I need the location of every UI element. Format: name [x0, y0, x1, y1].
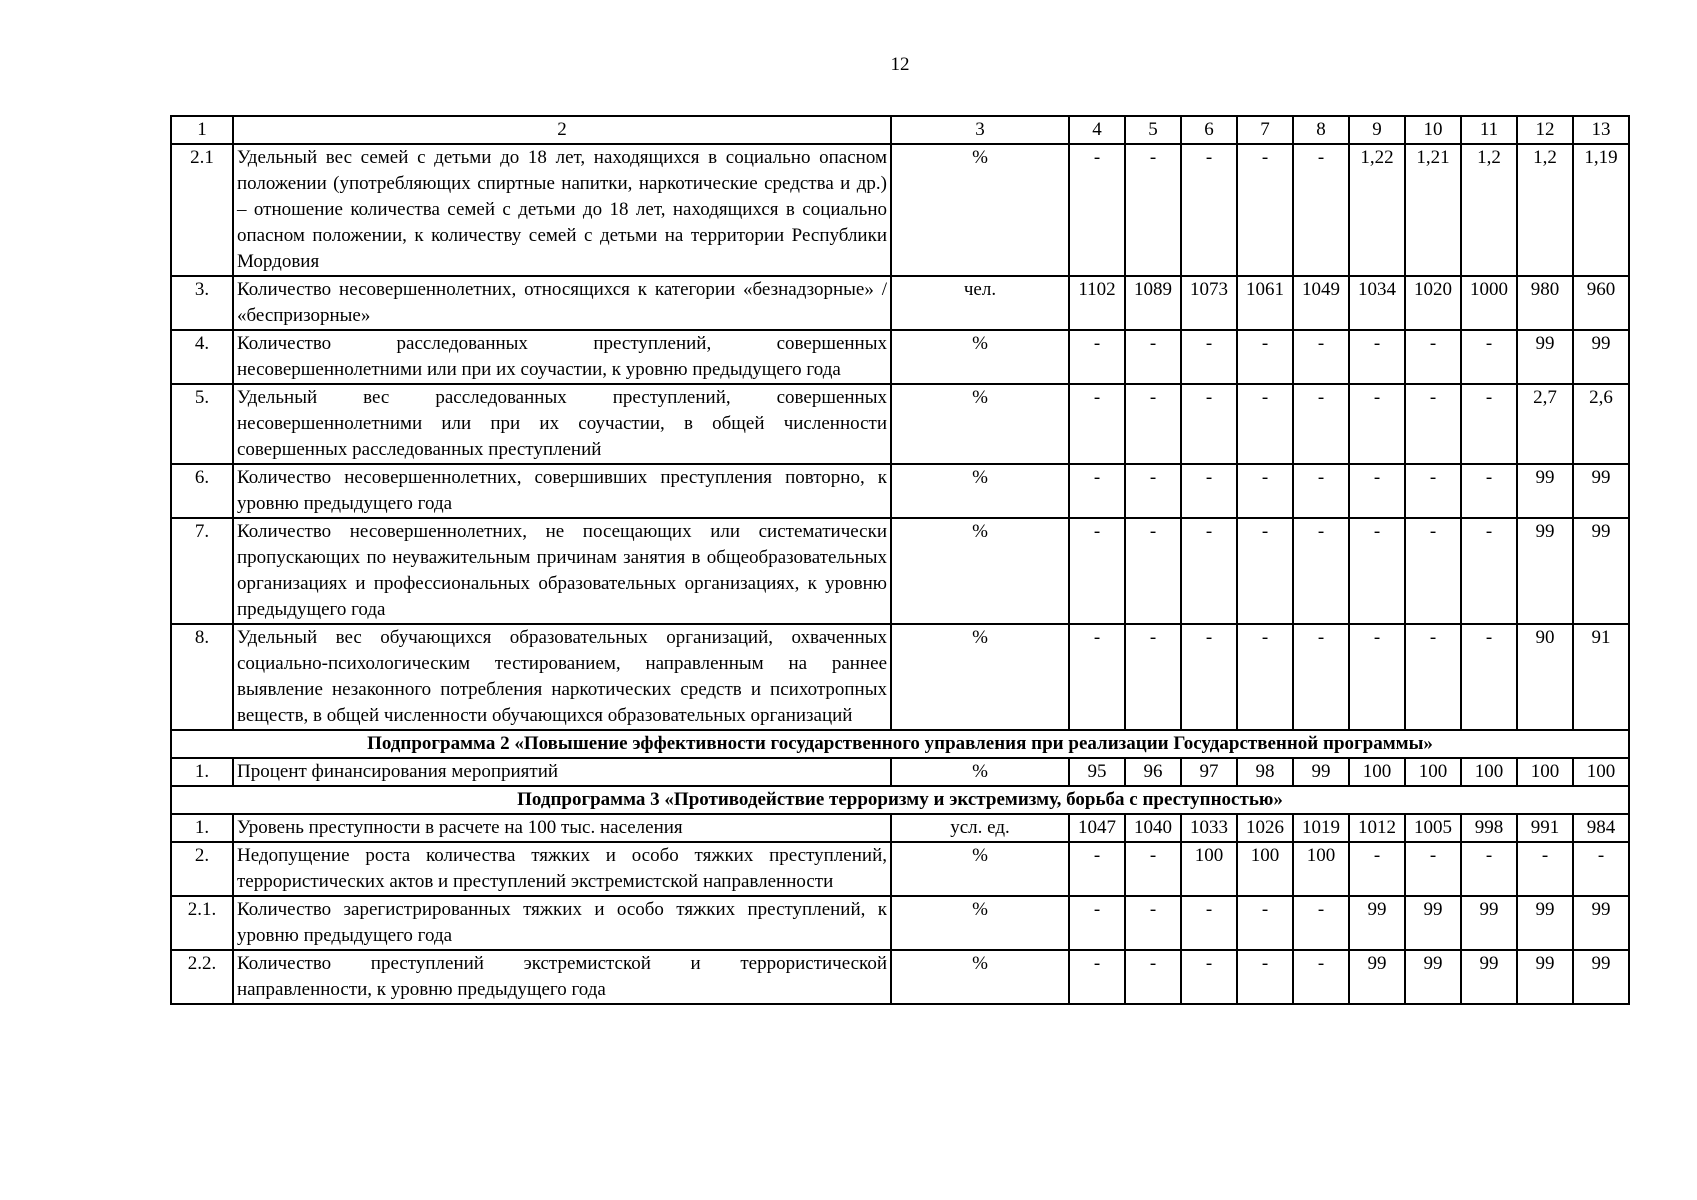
indicator-value: - — [1237, 624, 1293, 730]
indicator-value: 99 — [1517, 464, 1573, 518]
indicator-value: - — [1349, 330, 1405, 384]
unit-of-measure: % — [891, 758, 1069, 786]
table-row — [171, 842, 1629, 896]
indicator-value: 99 — [1573, 330, 1629, 384]
indicator-value: 2,6 — [1573, 384, 1629, 464]
indicator-value: 1049 — [1293, 276, 1349, 330]
indicator-value: 1040 — [1125, 814, 1181, 842]
indicator-value: - — [1349, 624, 1405, 730]
indicator-value: - — [1237, 896, 1293, 950]
indicator-value: - — [1181, 624, 1237, 730]
indicator-value: 100 — [1517, 758, 1573, 786]
indicator-value: 99 — [1349, 896, 1405, 950]
indicator-value: - — [1293, 144, 1349, 276]
indicator-value: 2,7 — [1517, 384, 1573, 464]
row-number: 8. — [171, 624, 233, 730]
unit-of-measure: % — [891, 144, 1069, 276]
indicator-value: - — [1461, 518, 1517, 624]
indicator-value: - — [1069, 384, 1125, 464]
indicator-value: - — [1181, 950, 1237, 1004]
column-number-header: 7 — [1237, 116, 1293, 144]
column-number-header: 3 — [891, 116, 1069, 144]
indicator-value: 99 — [1573, 518, 1629, 624]
indicator-name: Количество несовершеннолетних, совершивших преступления повторно, к уровню предыдущего года — [233, 464, 891, 518]
unit-of-measure: % — [891, 950, 1069, 1004]
row-number: 2.2. — [171, 950, 233, 1004]
unit-of-measure: % — [891, 384, 1069, 464]
indicator-value: 99 — [1517, 330, 1573, 384]
indicator-value: 1047 — [1069, 814, 1125, 842]
row-number: 7. — [171, 518, 233, 624]
table-row — [171, 384, 1629, 464]
subprogram-title: Подпрограмма 3 «Противодействие терроризму и экстремизму, борьба с преступностью» — [171, 786, 1629, 814]
table-row — [171, 896, 1629, 950]
indicator-value: - — [1125, 144, 1181, 276]
indicator-value: - — [1293, 464, 1349, 518]
indicator-value: - — [1461, 330, 1517, 384]
column-number-header: 6 — [1181, 116, 1237, 144]
unit-of-measure: % — [891, 464, 1069, 518]
indicator-value: - — [1069, 144, 1125, 276]
indicator-value: - — [1405, 624, 1461, 730]
indicator-value: - — [1461, 624, 1517, 730]
indicator-value: 95 — [1069, 758, 1125, 786]
indicator-value: - — [1181, 384, 1237, 464]
indicator-value: - — [1069, 330, 1125, 384]
indicator-value: - — [1405, 384, 1461, 464]
indicator-name: Удельный вес обучающихся образовательных организаций, охваченных социально-психологическим тестированием, направленным на раннее выявление незаконного потребления наркотических средств и психотропных веществ, в общей численности обучающихся образовательных организаций — [233, 624, 891, 730]
row-number: 1. — [171, 758, 233, 786]
indicator-value: - — [1405, 464, 1461, 518]
column-number-header: 11 — [1461, 116, 1517, 144]
indicator-value: - — [1069, 464, 1125, 518]
indicator-value: 1,2 — [1517, 144, 1573, 276]
indicator-value: - — [1461, 384, 1517, 464]
column-number-header: 4 — [1069, 116, 1125, 144]
unit-of-measure: % — [891, 896, 1069, 950]
row-number: 3. — [171, 276, 233, 330]
indicator-value: 960 — [1573, 276, 1629, 330]
indicator-value: 1000 — [1461, 276, 1517, 330]
header-row — [171, 116, 1629, 144]
column-number-header: 5 — [1125, 116, 1181, 144]
row-number: 1. — [171, 814, 233, 842]
indicator-value: 1073 — [1181, 276, 1237, 330]
row-number: 6. — [171, 464, 233, 518]
indicator-value: 100 — [1349, 758, 1405, 786]
indicator-value: - — [1237, 464, 1293, 518]
indicator-value: 1033 — [1181, 814, 1237, 842]
indicator-value: 1019 — [1293, 814, 1349, 842]
unit-of-measure: усл. ед. — [891, 814, 1069, 842]
indicator-value: 1026 — [1237, 814, 1293, 842]
table-row — [171, 276, 1629, 330]
indicator-value: 1,2 — [1461, 144, 1517, 276]
indicator-value: - — [1461, 842, 1517, 896]
table-row — [171, 144, 1629, 276]
unit-of-measure: % — [891, 518, 1069, 624]
indicator-value: - — [1573, 842, 1629, 896]
indicator-value: 99 — [1573, 950, 1629, 1004]
indicator-value: - — [1237, 950, 1293, 1004]
indicator-value: - — [1125, 518, 1181, 624]
table-row — [171, 814, 1629, 842]
indicator-value: 99 — [1517, 950, 1573, 1004]
indicator-value: 100 — [1461, 758, 1517, 786]
indicator-value: - — [1125, 330, 1181, 384]
indicator-value: 998 — [1461, 814, 1517, 842]
table-row — [171, 624, 1629, 730]
indicator-value: 99 — [1573, 896, 1629, 950]
indicator-value: 99 — [1461, 896, 1517, 950]
indicator-value: - — [1237, 144, 1293, 276]
indicator-value: - — [1125, 950, 1181, 1004]
indicator-value: 1,21 — [1405, 144, 1461, 276]
indicator-value: - — [1293, 896, 1349, 950]
indicator-value: - — [1349, 384, 1405, 464]
indicator-value: 1012 — [1349, 814, 1405, 842]
row-number: 2.1 — [171, 144, 233, 276]
column-number-header: 13 — [1573, 116, 1629, 144]
indicator-value: - — [1125, 842, 1181, 896]
indicator-value: - — [1293, 518, 1349, 624]
indicator-value: 91 — [1573, 624, 1629, 730]
indicator-name: Уровень преступности в расчете на 100 тыс. населения — [233, 814, 891, 842]
column-number-header: 12 — [1517, 116, 1573, 144]
indicator-value: - — [1181, 464, 1237, 518]
indicator-value: - — [1293, 624, 1349, 730]
column-number-header: 8 — [1293, 116, 1349, 144]
unit-of-measure: чел. — [891, 276, 1069, 330]
indicator-value: - — [1069, 518, 1125, 624]
indicator-value: 100 — [1181, 842, 1237, 896]
indicator-value: - — [1237, 384, 1293, 464]
row-number: 5. — [171, 384, 233, 464]
indicator-value: 1102 — [1069, 276, 1125, 330]
table-row — [171, 464, 1629, 518]
indicator-value: - — [1405, 330, 1461, 384]
indicator-value: 99 — [1293, 758, 1349, 786]
indicator-value: - — [1181, 896, 1237, 950]
unit-of-measure: % — [891, 330, 1069, 384]
indicator-value: 980 — [1517, 276, 1573, 330]
indicator-value: - — [1125, 464, 1181, 518]
indicator-value: - — [1349, 464, 1405, 518]
indicator-value: - — [1237, 330, 1293, 384]
table-row — [171, 758, 1629, 786]
indicator-value: 1034 — [1349, 276, 1405, 330]
indicator-value: - — [1069, 842, 1125, 896]
indicator-name: Удельный вес расследованных преступлений, совершенных несовершеннолетними или при их соучастии, в общей численности совершенных расследованных преступлений — [233, 384, 891, 464]
indicator-value: 96 — [1125, 758, 1181, 786]
indicator-value: 90 — [1517, 624, 1573, 730]
indicator-value: 99 — [1461, 950, 1517, 1004]
indicator-value: 99 — [1349, 950, 1405, 1004]
indicator-value: - — [1405, 518, 1461, 624]
indicator-value: 98 — [1237, 758, 1293, 786]
indicator-value: 97 — [1181, 758, 1237, 786]
indicator-value: - — [1293, 384, 1349, 464]
indicator-value: - — [1293, 950, 1349, 1004]
row-number: 4. — [171, 330, 233, 384]
indicator-value: - — [1069, 896, 1125, 950]
row-number: 2.1. — [171, 896, 233, 950]
indicator-name: Недопущение роста количества тяжких и особо тяжких преступлений, террористических актов и преступлений экстремистской направленности — [233, 842, 891, 896]
indicator-value: 984 — [1573, 814, 1629, 842]
indicator-value: - — [1349, 518, 1405, 624]
indicator-value: 100 — [1237, 842, 1293, 896]
column-number-header: 9 — [1349, 116, 1405, 144]
table-row — [171, 330, 1629, 384]
indicator-value: - — [1181, 144, 1237, 276]
indicator-value: 1005 — [1405, 814, 1461, 842]
indicator-value: - — [1405, 842, 1461, 896]
indicator-value: 100 — [1405, 758, 1461, 786]
indicator-value: 100 — [1573, 758, 1629, 786]
indicator-value: 99 — [1405, 896, 1461, 950]
subprogram-heading-row — [171, 730, 1629, 758]
indicator-value: 99 — [1517, 896, 1573, 950]
indicator-value: 1020 — [1405, 276, 1461, 330]
indicator-value: - — [1349, 842, 1405, 896]
indicator-name: Удельный вес семей с детьми до 18 лет, находящихся в социально опасном положении (употребляющих спиртные напитки, наркотические средства и др.) – отношение количества семей с детьми до 18 лет, находящихся в социально опасном положении, к количеству семей с детьми на территории Республики Мордовия — [233, 144, 891, 276]
indicator-value: 1,22 — [1349, 144, 1405, 276]
indicator-value: - — [1069, 624, 1125, 730]
indicator-value: 100 — [1293, 842, 1349, 896]
indicator-value: - — [1069, 950, 1125, 1004]
indicator-value: - — [1461, 464, 1517, 518]
indicator-value: - — [1293, 330, 1349, 384]
unit-of-measure: % — [891, 842, 1069, 896]
column-number-header: 2 — [233, 116, 891, 144]
indicator-value: - — [1125, 624, 1181, 730]
indicator-value: 99 — [1573, 464, 1629, 518]
indicator-value: 1089 — [1125, 276, 1181, 330]
indicator-name: Процент финансирования мероприятий — [233, 758, 891, 786]
indicator-name: Количество зарегистрированных тяжких и особо тяжких преступлений, к уровню предыдущего года — [233, 896, 891, 950]
indicator-value: - — [1517, 842, 1573, 896]
row-number: 2. — [171, 842, 233, 896]
indicator-value: - — [1125, 896, 1181, 950]
unit-of-measure: % — [891, 624, 1069, 730]
indicator-value: 991 — [1517, 814, 1573, 842]
indicator-value: 99 — [1405, 950, 1461, 1004]
indicator-value: 1061 — [1237, 276, 1293, 330]
indicator-name: Количество несовершеннолетних, относящихся к категории «безнадзорные» / «беспризорные» — [233, 276, 891, 330]
table-row — [171, 518, 1629, 624]
page-number: 12 — [890, 54, 910, 75]
subprogram-heading-row — [171, 786, 1629, 814]
indicator-value: - — [1237, 518, 1293, 624]
indicator-value: - — [1125, 384, 1181, 464]
indicators-table — [170, 115, 1630, 1005]
column-number-header: 1 — [171, 116, 233, 144]
indicator-value: 99 — [1517, 518, 1573, 624]
indicator-value: - — [1181, 330, 1237, 384]
column-number-header: 10 — [1405, 116, 1461, 144]
indicator-name: Количество преступлений экстремистской и террористической направленности, к уровню предыдущего года — [233, 950, 891, 1004]
table-row — [171, 950, 1629, 1004]
indicator-name: Количество несовершеннолетних, не посещающих или систематически пропускающих по неуважительным причинам занятия в общеобразовательных организациях и профессиональных образовательных организациях, к уровню предыдущего года — [233, 518, 891, 624]
indicator-value: 1,19 — [1573, 144, 1629, 276]
indicator-value: - — [1181, 518, 1237, 624]
indicator-name: Количество расследованных преступлений, совершенных несовершеннолетними или при их соучастии, к уровню предыдущего года — [233, 330, 891, 384]
subprogram-title: Подпрограмма 2 «Повышение эффективности государственного управления при реализации Государственной программы» — [171, 730, 1629, 758]
